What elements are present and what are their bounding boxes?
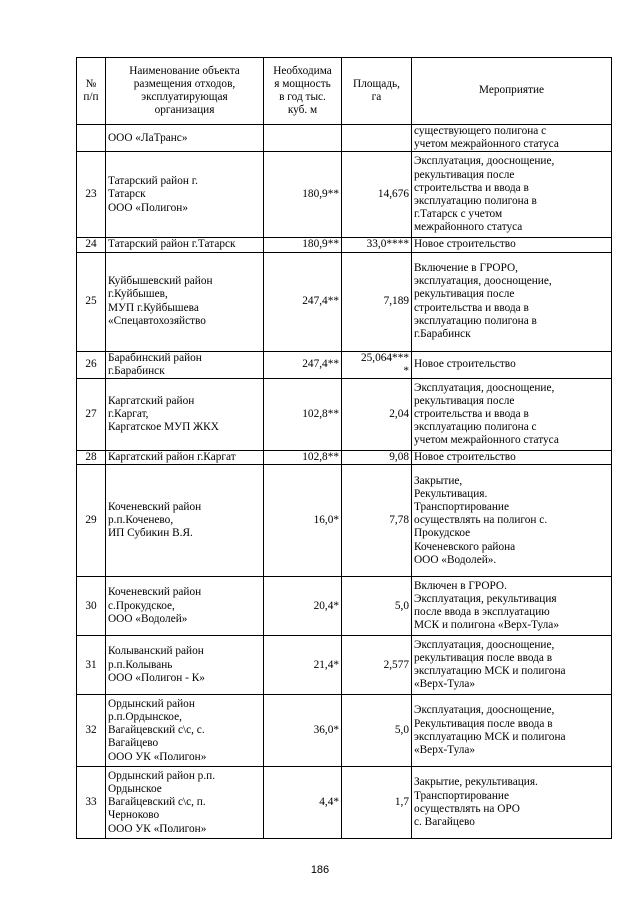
facility-name-cell [106,636,264,695]
action-cell [412,252,612,351]
facility-name-line: Черноково [108,809,160,822]
row-number: 25 [77,252,106,351]
table-row [77,636,612,695]
header-name-line: размещения отходов, [133,77,236,90]
action-line: г.Барабинск [414,328,471,341]
action-line: эксплуатацию МСК и полигона [414,730,566,743]
facility-name-line: МУП г.Куйбышева [108,301,199,314]
action-line: Новое строительство [414,451,516,464]
header-name-line: организация [154,104,215,117]
facility-name-line: Вагайцевский с\с, п. [108,796,206,809]
action-line: ООО «Водолей». [414,553,497,566]
capacity-line: 247,4** [302,295,339,307]
action-line: Эксплуатация, дооснощение, [414,704,555,717]
action-line: рекультивация после [414,288,515,301]
capacity-line: 180,9** [302,238,339,251]
action-line: эксплуатацию полигона с [414,421,537,434]
action-line: Включение в ГРОРО, [414,262,518,274]
facility-name-cell [106,125,264,152]
action-line: рекультивация после [414,168,515,181]
action-line: Закрытие, [414,474,463,487]
table-row [77,577,612,636]
facility-name-cell [106,767,264,839]
action-cell [412,577,612,636]
facility-name-cell [106,252,264,351]
area-cell [342,636,412,695]
area-line: 5,0 [394,599,409,612]
page-number: 186 [310,864,330,876]
facility-name-line: Ордынский район [108,697,195,710]
row-number: 32 [77,695,106,767]
facility-name-line: Ордынское [108,782,162,795]
header-name-line: Наименование объекта [129,64,240,77]
area-line: * [403,364,409,377]
table-row [77,152,612,238]
header-action-line: Мероприятие [478,84,545,97]
action-line: межрайонного статуса [414,221,523,234]
capacity-line: 102,8** [302,407,339,420]
facility-name-line: г.Барабинск [108,364,165,377]
action-line: строительства и ввода в [414,301,529,314]
capacity-cell [264,351,342,378]
facility-name-cell [106,351,264,378]
table-row [77,767,612,839]
action-line: Эксплуатация, дооснощение, [414,155,555,168]
capacity-line: 21,4* [313,658,339,671]
facility-name-line: ООО «ЛаТранс» [108,131,188,144]
action-line: Прокудское [414,527,471,540]
waste-facilities-table [76,57,612,839]
action-line: рекультивация после [414,394,515,407]
capacity-cell [264,695,342,767]
table-row [77,125,612,152]
row-number: 33 [77,767,106,839]
area-cell [342,451,412,465]
action-line: строительства и ввода в [414,407,529,420]
capacity-cell [264,238,342,252]
facility-name-line: р.п.Коченево, [108,514,174,527]
row-number [77,125,106,152]
action-line: г.Татарск с учетом [414,208,503,221]
facility-name-cell [106,379,264,451]
facility-name-line: р.п.Колывань [108,658,173,671]
action-line: эксплуатацию полигона в [414,314,537,327]
facility-name-line: Барабинский район [108,351,202,364]
area-cell [342,238,412,252]
area-line: 25,064*** [360,351,409,364]
area-cell [342,351,412,378]
row-number: 31 [77,636,106,695]
facility-name-line: Коченевский район [108,500,202,513]
header-name [106,58,264,125]
area-cell [342,252,412,351]
facility-name-line: Куйбышевский район [108,275,213,288]
facility-name-line: Татарский район г.Татарск [108,238,236,251]
area-line: 14,676 [377,188,409,201]
area-cell [342,379,412,451]
facility-name-line: ООО «Водолей» [108,612,188,625]
area-line: 5,0 [394,724,409,737]
table-row [77,351,612,378]
area-cell [342,465,412,577]
action-cell [412,379,612,451]
facility-name-line: Каргатское МУП ЖКХ [108,421,219,434]
facility-name-line: ООО УК «Полигон» [108,750,207,763]
facility-name-line: Вагайцевский с\с, с. [108,724,205,737]
area-line: 9,08 [389,451,409,464]
action-cell [412,636,612,695]
facility-name-line: «Спецавтохозяйство [108,314,206,327]
header-num-line: п/п [83,91,99,103]
header-area [342,58,412,125]
table-row [77,252,612,351]
header-capacity-line: куб. м [287,104,318,117]
table-row [77,695,612,767]
table-header-row [77,58,612,125]
header-capacity-line: я мощность [274,77,331,90]
row-number: 26 [77,351,106,378]
area-cell [342,152,412,238]
facility-name-line: ИП Субикин В.Я. [108,527,193,540]
row-number: 27 [77,379,106,451]
capacity-cell [264,125,342,152]
facility-name-line: г.Куйбышев, [108,288,168,301]
action-line: Закрытие, рекультивация. [414,776,538,789]
capacity-line: 102,8** [302,451,339,464]
capacity-cell [264,152,342,238]
facility-name-line: ООО УК «Полигон» [108,822,207,835]
action-line: «Верх-Тула» [414,743,476,756]
action-line: эксплуатацию полигона в [414,194,537,207]
action-line: учетом межрайонного статуса [414,434,559,447]
capacity-line: 20,4* [313,599,339,612]
capacity-line: 247,4** [302,358,339,371]
area-line: 2,577 [383,658,409,671]
header-capacity-line: Необходима [273,64,332,77]
facility-name-line: Татарск [108,188,146,201]
action-line: Эксплуатация, дооснощение, [414,638,555,651]
facility-name-line: Колыванский район [108,645,204,658]
facility-name-cell [106,451,264,465]
area-line: 1,7 [394,796,409,809]
action-cell [412,767,612,839]
capacity-line: 4,4* [319,796,339,809]
action-line: после ввода в эксплуатацию [414,606,550,619]
capacity-cell [264,252,342,351]
facility-name-line: ООО «Полигон» [108,201,188,214]
facility-name-cell [106,152,264,238]
row-number: 29 [77,465,106,577]
area-cell [342,695,412,767]
action-line: Транспортирование [414,789,509,802]
capacity-cell [264,379,342,451]
facility-name-line: р.п.Ордынское, [108,710,182,723]
action-line: Рекультивация. [414,487,488,500]
action-cell [412,451,612,465]
facility-name-line: ООО «Полигон - К» [108,671,205,684]
facility-name-line: Каргатский район г.Каргат [108,451,236,464]
row-number: 23 [77,152,106,238]
action-line: с. Вагайцево [414,815,475,828]
action-line: эксплуатация, дооснощение, [414,275,552,288]
action-cell [412,152,612,238]
facility-name-line: г.Каргат, [108,407,149,420]
action-cell [412,465,612,577]
action-line: существующего полигона с [414,125,547,137]
facility-name-cell [106,465,264,577]
action-line: Эксплуатация, рекультивация [414,593,557,606]
action-cell [412,238,612,252]
header-area-line: га [371,91,382,103]
capacity-cell [264,451,342,465]
area-line: 2,04 [389,407,409,420]
capacity-cell [264,465,342,577]
table-row [77,379,612,451]
area-cell [342,767,412,839]
action-line: «Верх-Тула» [414,678,476,691]
action-line: Рекультивация после ввода в [414,717,553,730]
area-cell [342,577,412,636]
capacity-cell [264,767,342,839]
table-row [77,465,612,577]
row-number: 24 [77,238,106,252]
action-line: Транспортирование [414,500,509,513]
area-line: 33,0**** [366,238,409,251]
action-line: Включен в ГРОРО. [414,579,507,592]
row-number: 28 [77,451,106,465]
action-cell [412,351,612,378]
facility-name-line: Вагайцево [108,737,159,750]
action-line: эксплуатацию МСК и полигона [414,665,566,678]
action-line: учетом межрайонного статуса [414,138,559,151]
facility-name-cell [106,238,264,252]
capacity-line: 180,9** [302,188,339,201]
table-row [77,451,612,465]
area-cell [342,125,412,152]
header-action [412,58,612,125]
facility-name-line: Коченевский район [108,586,202,599]
header-num-line: № [85,77,97,90]
capacity-line: 36,0* [313,724,339,737]
area-line: 7,189 [383,295,409,307]
action-line: Новое строительство [414,358,516,371]
facility-name-line: Ордынский район р.п. [108,769,216,782]
capacity-line: 16,0* [313,514,339,527]
header-name-line: эксплуатирующая [141,91,228,103]
capacity-cell [264,577,342,636]
action-cell [412,125,612,152]
action-line: Новое строительство [414,238,516,251]
facility-name-cell [106,695,264,767]
facility-name-line: Каргатский район [108,394,195,407]
action-line: Эксплуатация, дооснощение, [414,381,555,394]
action-line: осуществлять на ОРО [414,802,520,815]
action-cell [412,695,612,767]
facility-name-line: с.Прокудское, [108,599,175,612]
header-capacity-line: в год тыс. [279,91,326,103]
action-line: Коченевского района [414,540,516,553]
table-row [77,238,612,252]
facility-name-cell [106,577,264,636]
action-line: рекультивация после ввода в [414,652,553,665]
action-line: осуществлять на полигон с. [414,514,548,527]
row-number: 30 [77,577,106,636]
header-area-line: Площадь, [353,77,400,90]
capacity-cell [264,636,342,695]
header-capacity [264,58,342,125]
header-num [77,58,106,125]
action-line: МСК и полигона «Верх-Тула» [414,619,559,632]
area-line: 7,78 [389,514,409,527]
facility-name-line: Татарский район г. [108,175,198,188]
action-line: строительства и ввода в [414,181,529,194]
